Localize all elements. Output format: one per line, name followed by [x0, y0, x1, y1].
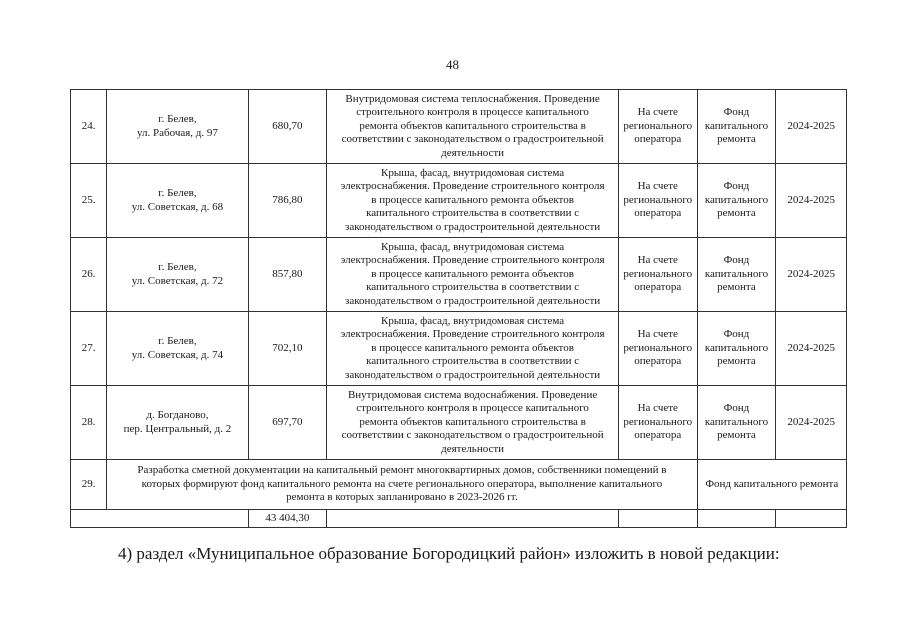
period-cell: 2024-2025 — [776, 90, 847, 164]
work-description-cell: Крыша, фасад, внутридомовая система электроснабжения. Проведение строительного контроля в процессе капитального ремонта объектов капитального строительства в соответствии с законодательством о градостроительной деятельности — [327, 312, 619, 386]
area-cell: 786,80 — [248, 164, 327, 238]
fund-cell: Фонд капитального ремонта — [697, 90, 776, 164]
table-row — [71, 312, 847, 386]
estimate-fund-cell: Фонд капитального ремонта — [697, 460, 846, 510]
row-number: 28. — [71, 386, 107, 460]
work-description-cell: Крыша, фасад, внутридомовая система электроснабжения. Проведение строительного контроля в процессе капитального ремонта объектов капитального строительства в соответствии с законодательством о градостроительной деятельности — [327, 164, 619, 238]
total-label-cell — [71, 510, 249, 528]
table-row — [71, 90, 847, 164]
work-description-cell: Внутридомовая система теплоснабжения. Проведение строительного контроля в процессе капитального ремонта объектов капитального строительства в соответствии с законодательством о градостроительной деятельности — [327, 90, 619, 164]
empty-cell — [697, 510, 776, 528]
fund-cell: Фонд капитального ремонта — [697, 386, 776, 460]
repair-table — [70, 89, 847, 528]
source-cell: На счете регионального оператора — [618, 90, 697, 164]
area-cell: 857,80 — [248, 238, 327, 312]
area-cell: 697,70 — [248, 386, 327, 460]
table-row — [71, 164, 847, 238]
address-cell: г. Белев, ул. Советская, д. 72 — [107, 238, 248, 312]
area-cell: 702,10 — [248, 312, 327, 386]
work-description-cell: Внутридомовая система водоснабжения. Проведение строительного контроля в процессе капитального ремонта объектов капитального строительства в соответствии с законодательством о градостроительной деятельности — [327, 386, 619, 460]
table-row-total — [71, 510, 847, 528]
row-number: 25. — [71, 164, 107, 238]
fund-cell: Фонд капитального ремонта — [697, 312, 776, 386]
section-instruction: 4) раздел «Муниципальное образование Богородицкий район» изложить в новой редакции: — [118, 544, 780, 563]
estimate-description-cell: Разработка сметной документации на капитальный ремонт многоквартирных домов, собственники помещений в которых формируют фонд капитального ремонта на счете регионального оператора, выполнение капитального ремонта в которых запланировано в 2023-2026 гг. — [107, 460, 697, 510]
address-cell: г. Белев, ул. Рабочая, д. 97 — [107, 90, 248, 164]
fund-cell: Фонд капитального ремонта — [697, 238, 776, 312]
table-row — [71, 238, 847, 312]
total-area-cell: 43 404,30 — [248, 510, 327, 528]
period-cell: 2024-2025 — [776, 386, 847, 460]
empty-cell — [618, 510, 697, 528]
row-number: 24. — [71, 90, 107, 164]
source-cell: На счете регионального оператора — [618, 312, 697, 386]
source-cell: На счете регионального оператора — [618, 238, 697, 312]
source-cell: На счете регионального оператора — [618, 386, 697, 460]
period-cell: 2024-2025 — [776, 238, 847, 312]
empty-cell — [776, 510, 847, 528]
area-cell: 680,70 — [248, 90, 327, 164]
fund-cell: Фонд капитального ремонта — [697, 164, 776, 238]
address-cell: г. Белев, ул. Советская, д. 74 — [107, 312, 248, 386]
period-cell: 2024-2025 — [776, 312, 847, 386]
work-description-cell: Крыша, фасад, внутридомовая система электроснабжения. Проведение строительного контроля в процессе капитального ремонта объектов капитального строительства в соответствии с законодательством о градостроительной деятельности — [327, 238, 619, 312]
row-number: 27. — [71, 312, 107, 386]
period-cell: 2024-2025 — [776, 164, 847, 238]
table-row — [71, 386, 847, 460]
table-row-estimate — [71, 460, 847, 510]
page-number: 48 — [446, 57, 459, 72]
source-cell: На счете регионального оператора — [618, 164, 697, 238]
address-cell: г. Белев, ул. Советская, д. 68 — [107, 164, 248, 238]
row-number: 29. — [71, 460, 107, 510]
row-number: 26. — [71, 238, 107, 312]
address-cell: д. Богданово, пер. Центральный, д. 2 — [107, 386, 248, 460]
empty-cell — [327, 510, 619, 528]
